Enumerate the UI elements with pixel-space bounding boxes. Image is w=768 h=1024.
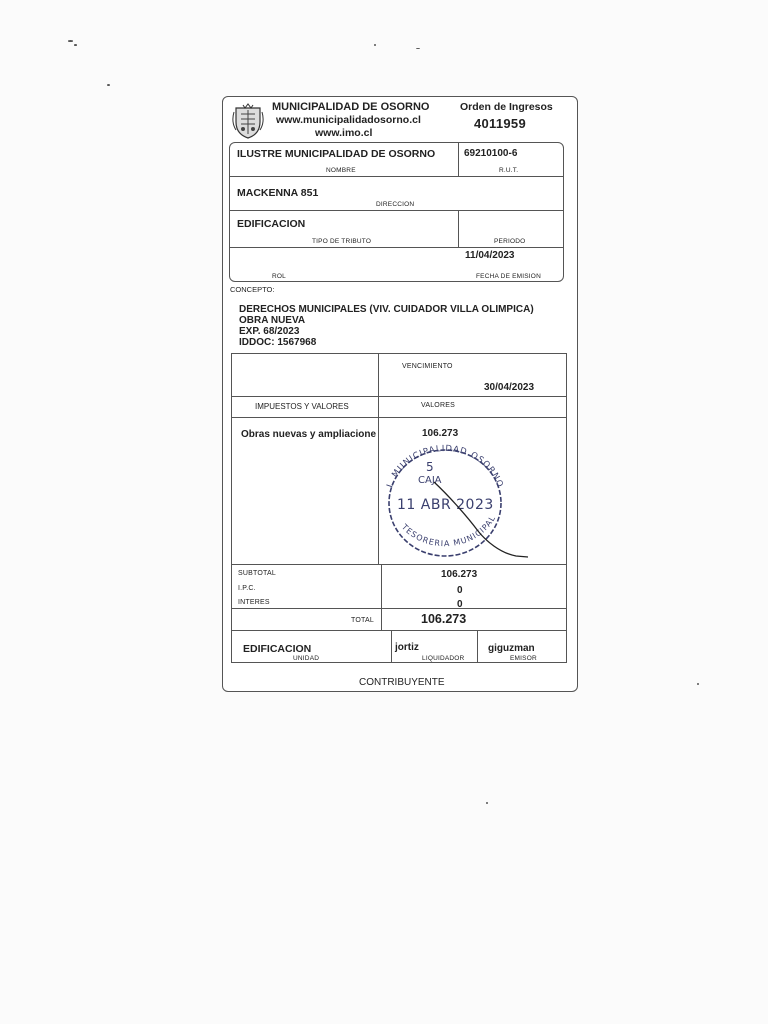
copy-label: CONTRIBUYENTE: [359, 677, 445, 688]
order-number: 4011959: [474, 116, 526, 131]
ipc-label: I.P.C.: [238, 585, 256, 592]
items-column-header: IMPUESTOS Y VALORES: [255, 402, 349, 411]
charge-item-name: Obras nuevas y ampliacione: [241, 429, 377, 440]
unit-value: EDIFICACION: [243, 643, 312, 655]
taxpayer-info-box: [229, 142, 564, 282]
concept-line-3: EXP. 68/2023: [239, 326, 300, 337]
period-caption: PERIODO: [494, 238, 526, 245]
rut-value: 69210100-6: [464, 148, 518, 159]
treasury-stamp: [370, 443, 540, 568]
issuer-value: giguzman: [488, 643, 535, 654]
subtotal-value: 106.273: [441, 569, 478, 580]
concept-line-1: DERECHOS MUNICIPALES (VIV. CUIDADOR VILLA OLIMPICA): [239, 304, 534, 315]
taxpayer-name: ILUSTRE MUNICIPALIDAD DE OSORNO: [237, 148, 436, 160]
rol-caption: ROL: [272, 273, 286, 280]
tax-type-value: EDIFICACION: [237, 218, 306, 230]
stamp-number: 5: [426, 460, 434, 474]
stamp-bottom-arc: TESORERIA MUNICIPAL: [399, 513, 498, 549]
name-caption: NOMBRE: [326, 167, 356, 174]
issue-date-caption: FECHA DE EMISION: [476, 273, 541, 280]
address-caption: DIRECCION: [376, 201, 415, 208]
tax-type-caption: TIPO DE TRIBUTO: [312, 238, 372, 245]
issue-date-value: 11/04/2023: [465, 250, 515, 261]
website-link-1: www.municipalidadosorno.cl: [276, 114, 421, 126]
stamp-top-arc: I. MUNICIPALIDAD OSORNO: [385, 443, 505, 490]
ipc-value: 0: [457, 585, 463, 596]
rut-caption: R.U.T.: [499, 167, 519, 174]
charge-item-value: 106.273: [422, 428, 459, 439]
issuer-caption: EMISOR: [510, 655, 537, 662]
total-value: 106.273: [421, 612, 467, 626]
stamp-box: CAJA: [418, 475, 442, 486]
order-label: Orden de Ingresos: [460, 101, 553, 113]
concept-line-2: OBRA NUEVA: [239, 315, 306, 326]
subtotal-label: SUBTOTAL: [238, 570, 276, 577]
liquidator-value: jortiz: [395, 642, 419, 653]
municipal-coat-of-arms-icon: [231, 102, 265, 140]
address-value: MACKENNA 851: [237, 187, 319, 199]
interest-value: 0: [457, 599, 463, 610]
values-column-header: VALORES: [421, 402, 455, 409]
svg-text:I. MUNICIPALIDAD OSORNO: [385, 444, 505, 490]
due-date: 30/04/2023: [484, 382, 535, 393]
total-label: TOTAL: [351, 617, 374, 624]
unit-caption: UNIDAD: [293, 655, 320, 662]
municipality-name: MUNICIPALIDAD DE OSORNO: [272, 101, 430, 113]
concept-line-4: IDDOC: 1567968: [239, 337, 317, 348]
due-label: VENCIMIENTO: [402, 363, 453, 370]
concept-label: CONCEPTO:: [230, 285, 275, 294]
liquidator-caption: LIQUIDADOR: [422, 655, 465, 662]
website-link-2: www.imo.cl: [315, 127, 373, 139]
interest-label: INTERES: [238, 599, 270, 606]
stamp-date: 11 ABR 2023: [397, 497, 494, 513]
